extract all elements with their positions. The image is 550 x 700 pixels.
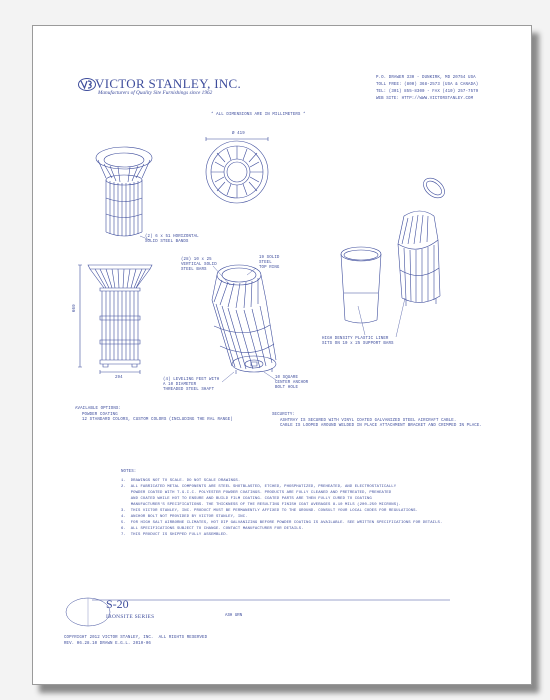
company-tagline: Manufacturers of Quality Site Furnishings since 1962 [98,90,213,96]
front-elevation [78,265,152,374]
product-type: ASH URN [225,614,243,618]
anchor-callout: 10 SQUARE CENTER ANCHOR BOLT HOLE [275,376,309,391]
contact-website: WEB SITE: HTTP://WWW.VICTORSTANLEY.COM [376,97,474,101]
security-title: SECURITY: [272,413,296,417]
iso-view-urn-center [212,265,276,374]
notes-text: 1. DRAWINGS NOT TO SCALE. DO NOT SCALE DRAWINGS. 2. ALL FABRICATED METAL COMPONENTS ARE STEEL SHOTBLASTED, ETCHED, PHOSPHATIZED, PREHEATED, AND ELECTROSTATICALLY POWDER COATED WITH T.G.I.C. POLYESTER POWDER COATINGS. PRODUCTS ARE FULLY CLEANED AND PRETREATED, PREHEATED AND COATED WHILE HOT TO ENSURE AND BUILD FILM COATING. COATED PARTS ARE THEN FULLY CURED TO COATING MANUFACTURER'S SPECIFICATIONS. THE THICKNESS OF THE RESULTING FINISH COAT AVERAGES 8-10 MILS (200-250 MICRONS). 3. THIS VICTOR STANLEY, INC. PRODUCT MUST BE PERMANENTLY AFFIXED TO THE GROUND. CONSULT YOUR LOCAL CODES FOR REGULATIONS. 4. ANCHOR BOLT NOT PROVIDED BY VICTOR STANLEY, INC. 5. FOR HIGH SALT AIRBORNE CLIMATES, HOT DIP GALVANIZING BEFORE POWDER COATING IS AVAILABLE. SEE WRITTEN SPECIFICATIONS FOR DETAILS. 6. ALL SPECIFICATIONS SUBJECT TO CHANGE. CONTACT MANUFACTURER FOR DETAILS. 7. THIS PRODUCT IS SHIPPED FULLY ASSEMBLED. [121,479,443,538]
company-name: VICTOR STANLEY, INC. [95,76,242,91]
security-text: ASHTRAY IS SECURED WITH VINYL COATED GALVANIZED STEEL AIRCRAFT CABLE. CABLE IS LOOPED AROUND WELDED IN PLACE ATTACHMENT BRACKET AND CRIMPED IN PLACE. [280,419,482,429]
liner-callout: HIGH DENSITY PLASTIC LINER SITS ON 10 x 25 SUPPORT BARS [322,337,394,347]
height-callout: 660 [73,304,77,312]
iso-view-urn-left [96,147,152,236]
ring-callout: 19 SOLID STEEL TOP RING [259,256,280,271]
copyright-text: COPYRIGHT 2012 VICTOR STANLEY, INC. ALL RIGHTS RESERVED [64,636,208,640]
plastic-liner [341,247,381,323]
contact-phone: TEL: (301) 855-8300 - FAX (410) 257-7579 [376,90,479,94]
contact-toll-free: TOLL FREE: (800) 368-2573 (USA & CANADA) [376,83,479,87]
revision-text: REV. 06.28.10 DRAWN E.G.L. 2010-06 [64,642,151,646]
iso-view-urn-right [398,174,448,306]
notes-title: NOTES: [121,470,137,474]
dimensions-note: * ALL DIMENSIONS ARE IN MILLIMETERS * [211,113,306,117]
plan-view-circles [206,137,268,203]
model-number: S-20 [106,597,129,611]
series-name: IRONSITE SERIES [106,614,155,620]
feet-callout: (4) LEVELING FEET WITH A 10 DIAMETER THREADED STEEL SHAFT [163,378,220,393]
options-text: POWDER COATING 12 STANDARD COLORS, CUSTOM COLORS (INCLUDING THE RAL RANGE) [82,413,233,423]
base-width-callout: 294 [115,376,123,380]
bars-callout: (28) 10 x 25 VERTICAL SOLID STEEL BARS [181,258,217,273]
contact-address: P.O. DRAWER 330 - DUNKIRK, MD 20754 USA [376,76,476,80]
diameter-callout: Ø 419 [232,132,245,136]
bands-callout: (2) 6 x 51 HORIZONTAL SOLID STEEL BANDS [145,235,199,245]
options-title: AVAILABLE OPTIONS: [75,407,122,411]
